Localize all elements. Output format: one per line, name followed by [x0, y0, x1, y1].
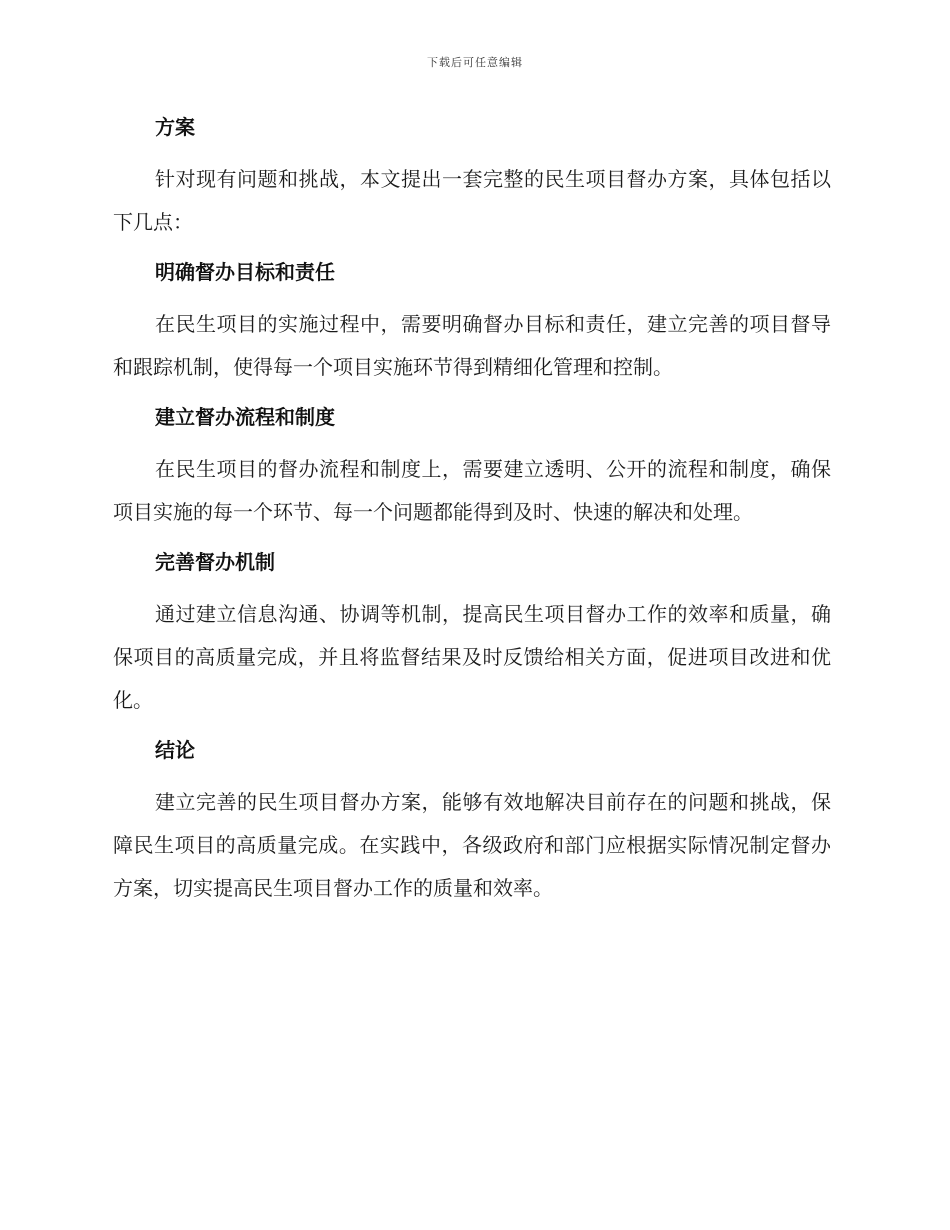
page-header-note: 下载后可任意编辑: [427, 56, 523, 69]
section-paragraph-mechanism: 通过建立信息沟通、协调等机制，提高民生项目督办工作的效率和质量，确保项目的高质量完成，并且将监督结果及时反馈给相关方面，促进项目改进和优化。: [113, 602, 831, 712]
section-heading-mechanism: 完善督办机制: [155, 550, 275, 574]
section-paragraph-conclusion: 建立完善的民生项目督办方案，能够有效地解决目前存在的问题和挑战，保障民生项目的高质量完成。在实践中，各级政府和部门应根据实际情况制定督办方案，切实提高民生项目督办工作的质量和效率。: [113, 790, 831, 900]
section-heading-plan: 方案: [155, 115, 195, 139]
section-paragraph-goals: 在民生项目的实施过程中，需要明确督办目标和责任，建立完善的项目督导和跟踪机制，使得每一个项目实施环节得到精细化管理和控制。: [113, 312, 831, 379]
section-paragraph-process: 在民生项目的督办流程和制度上，需要建立透明、公开的流程和制度，确保项目实施的每一个环节、每一个问题都能得到及时、快速的解决和处理。: [113, 457, 831, 524]
section-heading-process: 建立督办流程和制度: [155, 405, 335, 429]
document-body: [113, 108, 831, 910]
section-paragraph-plan: 针对现有问题和挑战，本文提出一套完整的民生项目督办方案，具体包括以下几点：: [113, 167, 831, 234]
section-heading-goals: 明确督办目标和责任: [155, 260, 335, 284]
section-heading-conclusion: 结论: [155, 738, 195, 762]
